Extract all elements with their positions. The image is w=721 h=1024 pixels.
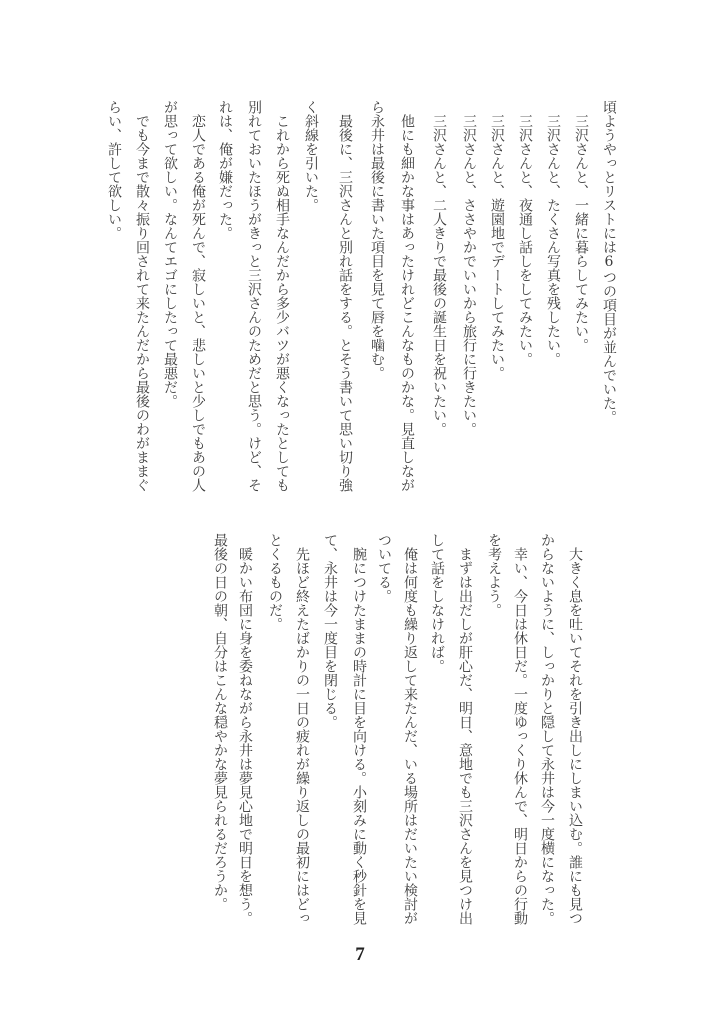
text-line: 暖かい布団に身を委ねながら永井は夢見心地で明日を想う。: [237, 533, 253, 925]
text-line: 俺は何度も繰り返して来たんだ、いる場所はだいたい検討が: [402, 533, 418, 925]
text-line: らい、許して欲しい。: [106, 100, 122, 240]
text-line: 恋人である俺が死んで、寂しいと、悲しいと少しでもあの人: [190, 100, 206, 492]
text-line: とくるものだ。: [267, 533, 283, 631]
text-line: でも今まで散々振り回されて来たんだから最後のわがままぐ: [134, 100, 150, 492]
text-line: 先ほど終えたばかりの一日の疲れが繰り返しの最初にはどっ: [294, 533, 310, 925]
text-line: 三沢さんと、たくさん写真を残したい。: [545, 100, 561, 366]
text-line: 最後の日の朝、自分はこんな穏やかな夢見られるだろうか。: [212, 533, 228, 911]
text-line: 別れておいたほうがきっと三沢さんのためだと思う。けど、そ: [246, 100, 262, 492]
text-line: まずは出だしが肝心だ、明日、意地でも三沢さんを見つけ出: [457, 533, 473, 925]
text-line: が思って欲しい。なんてエゴにしたって最悪だ。: [162, 100, 178, 408]
text-line: 腕につけたままの時計に目を向ける。小刻みに動く秒針を見: [351, 533, 367, 925]
text-line: 頃ようやっとリストには6つの項目が並んでいた。: [601, 100, 617, 424]
text-line: これから死ぬ相手なんだから多少バツが悪くなったとしても: [274, 100, 290, 492]
text-line: 大きく息を吐いてそれを引き出しにしまい込む。誰にも見つ: [567, 533, 583, 925]
text-line: れは、俺が嫌だった。: [217, 100, 233, 240]
text-line: て、永井は今一度目を閉じる。: [322, 533, 338, 729]
text-line: 三沢さんと、ささやかでいいから旅行に行きたい。: [461, 100, 477, 436]
text-line: 三沢さんと、二人きりで最後の誕生日を祝いたい。: [431, 100, 447, 436]
text-line: 三沢さんと、夜通し話しをしてみたい。: [517, 100, 533, 366]
text-line: からないように、しっかりと隠して永井は今一度横になった。: [539, 533, 555, 925]
text-line: 最後に、三沢さんと別れ話をする。とそう書いて思い切り強: [337, 100, 353, 492]
text-line: ら永井は最後に書いた項目を見て唇を噛む。: [369, 100, 385, 380]
text-line: 三沢さんと、一緒に暮らしてみたい。: [573, 100, 589, 352]
text-line: 他にも細かな事はあったけれどこんなものかな。見直しなが: [399, 100, 415, 492]
text-line: を考えよう。: [486, 533, 502, 617]
text-line: 幸い、今日は休日だ。一度ゆっくり休んで、明日からの行動: [512, 533, 528, 925]
text-line: 三沢さんと、遊園地でデートしてみたい。: [489, 100, 505, 380]
text-line: ついてる。: [376, 533, 392, 603]
text-line: して話をしなければ。: [429, 533, 445, 673]
page-number: 7: [355, 944, 365, 965]
text-line: く斜線を引いた。: [303, 100, 319, 212]
